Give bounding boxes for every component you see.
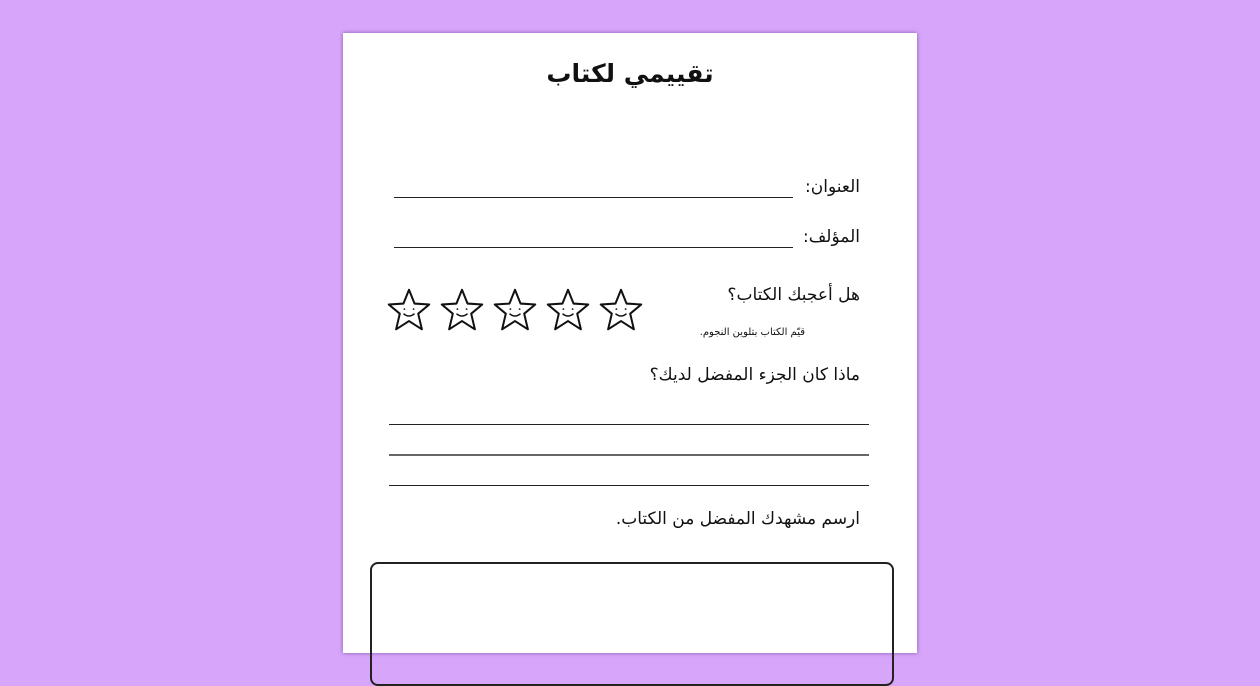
drawing-box[interactable] (370, 562, 894, 686)
page-title: تقييمي لكتاب (546, 59, 714, 88)
title-label: العنوان: (805, 177, 860, 197)
smiley-star-icon[interactable] (545, 287, 591, 333)
worksheet-page (343, 33, 917, 653)
star-rating[interactable] (386, 287, 644, 333)
smiley-star-icon[interactable] (386, 287, 432, 333)
favorite-part-question: ماذا كان الجزء المفضل لديك؟ (649, 365, 860, 385)
smiley-star-icon[interactable] (492, 287, 538, 333)
answer-line-1[interactable] (389, 424, 869, 425)
smiley-star-icon[interactable] (598, 287, 644, 333)
liked-question: هل أعجبك الكتاب؟ (727, 285, 860, 305)
answer-line-2[interactable] (389, 454, 869, 456)
answer-line-3[interactable] (389, 485, 869, 486)
rating-instruction: قيّم الكتاب بتلوين النجوم. (699, 327, 805, 338)
author-input-line[interactable] (394, 247, 793, 248)
author-label: المؤلف: (802, 227, 860, 247)
smiley-star-icon[interactable] (439, 287, 485, 333)
draw-instruction: ارسم مشهدك المفضل من الكتاب. (615, 509, 860, 529)
title-input-line[interactable] (394, 197, 793, 198)
